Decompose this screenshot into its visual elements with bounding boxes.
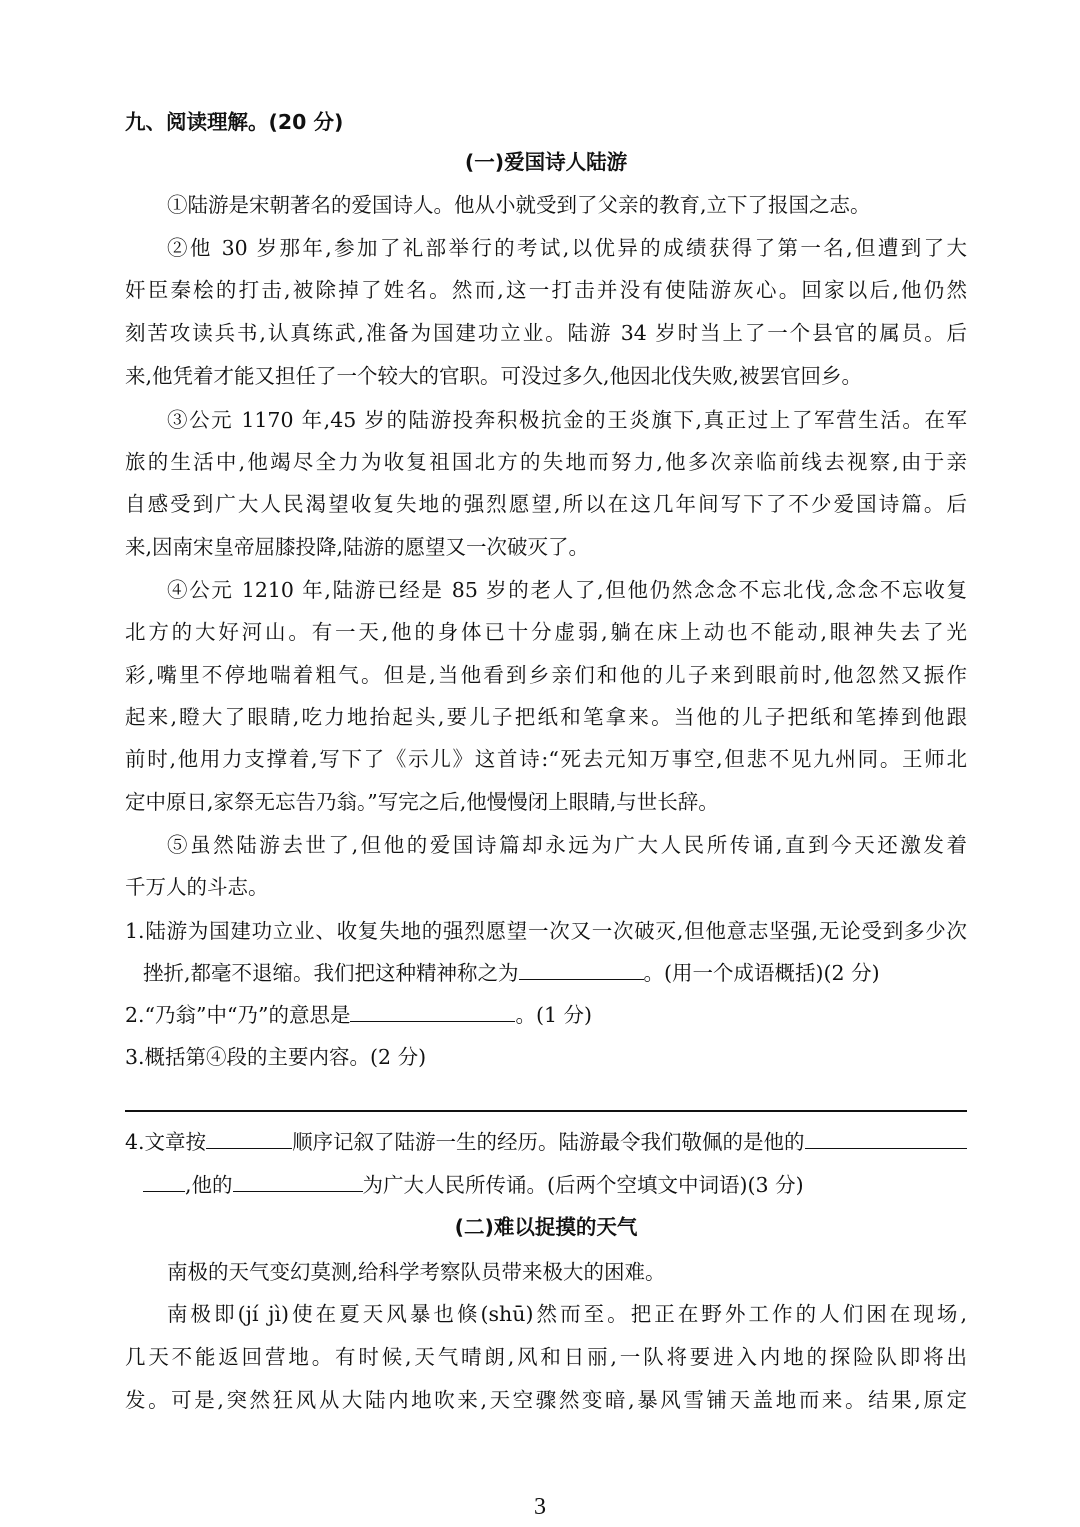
- answer-blank-4c[interactable]: [233, 1171, 363, 1192]
- question-2: [125, 1001, 967, 1029]
- question-1-text: 挫折,都毫不退缩。我们把这种精神称之为: [143, 961, 519, 985]
- text-line: 定中原日,家祭无忘告乃翁。”写完之后,他慢慢闭上眼睛,与世长辞。: [125, 790, 719, 814]
- text-line: 千万人的斗志。: [125, 875, 269, 899]
- answer-blank-1[interactable]: [519, 959, 644, 980]
- passage-1-title: (一)爱国诗人陆游: [464, 150, 628, 174]
- question-1-line-1: 1.陆游为国建功立业、收复失地的强烈愿望一次又一次破灭,但他意志坚强,无论受到多少次: [125, 919, 967, 943]
- text-line: 几天不能返回营地。有时候,天气晴朗,风和日丽,一队将要进入内地的探险队即将出: [125, 1345, 967, 1369]
- page-number: 3: [534, 1494, 546, 1520]
- text-line: ①陆游是宋朝著名的爱国诗人。他从小就受到了父亲的教育,立下了报国之志。: [167, 193, 871, 217]
- text-line: 起来,瞪大了眼睛,吃力地抬起头,要儿子把纸和笔拿来。当他的儿子把纸和笔捧到他跟: [125, 705, 967, 729]
- question-1-line-2: [125, 959, 985, 987]
- question-4-text-a: 4.文章按: [125, 1130, 207, 1154]
- answer-blank-4b-cont[interactable]: [143, 1171, 185, 1192]
- text-line: 旅的生活中,他竭尽全力为收复祖国北方的失地而努力,他多次亲临前线去视察,由于亲: [125, 450, 967, 474]
- question-4-line-2: [125, 1171, 985, 1199]
- text-line: 来,因南宋皇帝屈膝投降,陆游的愿望又一次破灭了。: [125, 535, 590, 559]
- question-1-score: 。(用一个成语概括)(2 分): [643, 961, 880, 985]
- text-line: 来,他凭着才能又担任了一个较大的官职。可没过多久,他因北伐失败,被罢官回乡。: [125, 364, 863, 388]
- answer-blank-2[interactable]: [350, 1001, 515, 1022]
- text-line: ②他 30 岁那年,参加了礼部举行的考试,以优异的成绩获得了第一名,但遭到了大: [167, 236, 967, 260]
- text-line: 发。可是,突然狂风从大陆内地吹来,天空骤然变暗,暴风雪铺天盖地而来。结果,原定: [125, 1388, 967, 1412]
- text-line: 自感受到广大人民渴望收复失地的强烈愿望,所以在这几年间写下了不少爱国诗篇。后: [125, 492, 967, 516]
- question-2-text: 2.“乃翁”中“乃”的意思是: [125, 1003, 351, 1027]
- text-line: 南极即(jí jì)使在夏天风暴也倏(shū)然而至。把正在野外工作的人们困在现场,: [167, 1302, 967, 1326]
- question-4-text-b: 顺序记叙了陆游一生的经历。陆游最令我们敬佩的是他的: [292, 1130, 805, 1154]
- text-line: 彩,嘴里不停地喘着粗气。但是,当他看到乡亲们和他的儿子来到眼前时,他忽然又振作: [125, 663, 967, 687]
- text-line: ③公元 1170 年,45 岁的陆游投奔积极抗金的王炎旗下,真正过上了军营生活。在军: [167, 408, 967, 432]
- question-4-line-1: [125, 1128, 967, 1156]
- question-3: 3.概括第④段的主要内容。(2 分): [125, 1045, 427, 1069]
- text-line: 奸臣秦桧的打击,被除掉了姓名。然而,这一打击并没有使陆游灰心。回家以后,他仍然: [125, 278, 967, 302]
- text-line: ④公元 1210 年,陆游已经是 85 岁的老人了,但他仍然念念不忘北伐,念念不忘收复: [167, 578, 967, 602]
- question-4-text-d: 为广大人民所传诵。(后两个空填文中词语)(3 分): [362, 1173, 804, 1197]
- text-line: 北方的大好河山。有一天,他的身体已十分虚弱,躺在床上动也不能动,眼神失去了光: [125, 620, 967, 644]
- text-line: 南极的天气变幻莫测,给科学考察队员带来极大的困难。: [167, 1260, 666, 1284]
- answer-blank-4a[interactable]: [206, 1128, 292, 1149]
- section-title: 九、阅读理解。(20 分): [125, 110, 344, 134]
- answer-blank-4b[interactable]: [805, 1128, 967, 1149]
- question-2-score: 。(1 分): [515, 1003, 593, 1027]
- question-4-text-c: ,他的: [185, 1173, 233, 1197]
- answer-line-3[interactable]: [125, 1110, 967, 1112]
- text-line: 前时,他用力支撑着,写下了《示儿》这首诗:“死去元知万事空,但悲不见九州同。王师北: [125, 747, 967, 771]
- text-line: ⑤虽然陆游去世了,但他的爱国诗篇却永远为广大人民所传诵,直到今天还激发着: [167, 833, 967, 857]
- text-line: 刻苦攻读兵书,认真练武,准备为国建功立业。陆游 34 岁时当上了一个县官的属员。后: [125, 321, 967, 345]
- passage-2-title: (二)难以捉摸的天气: [454, 1215, 638, 1239]
